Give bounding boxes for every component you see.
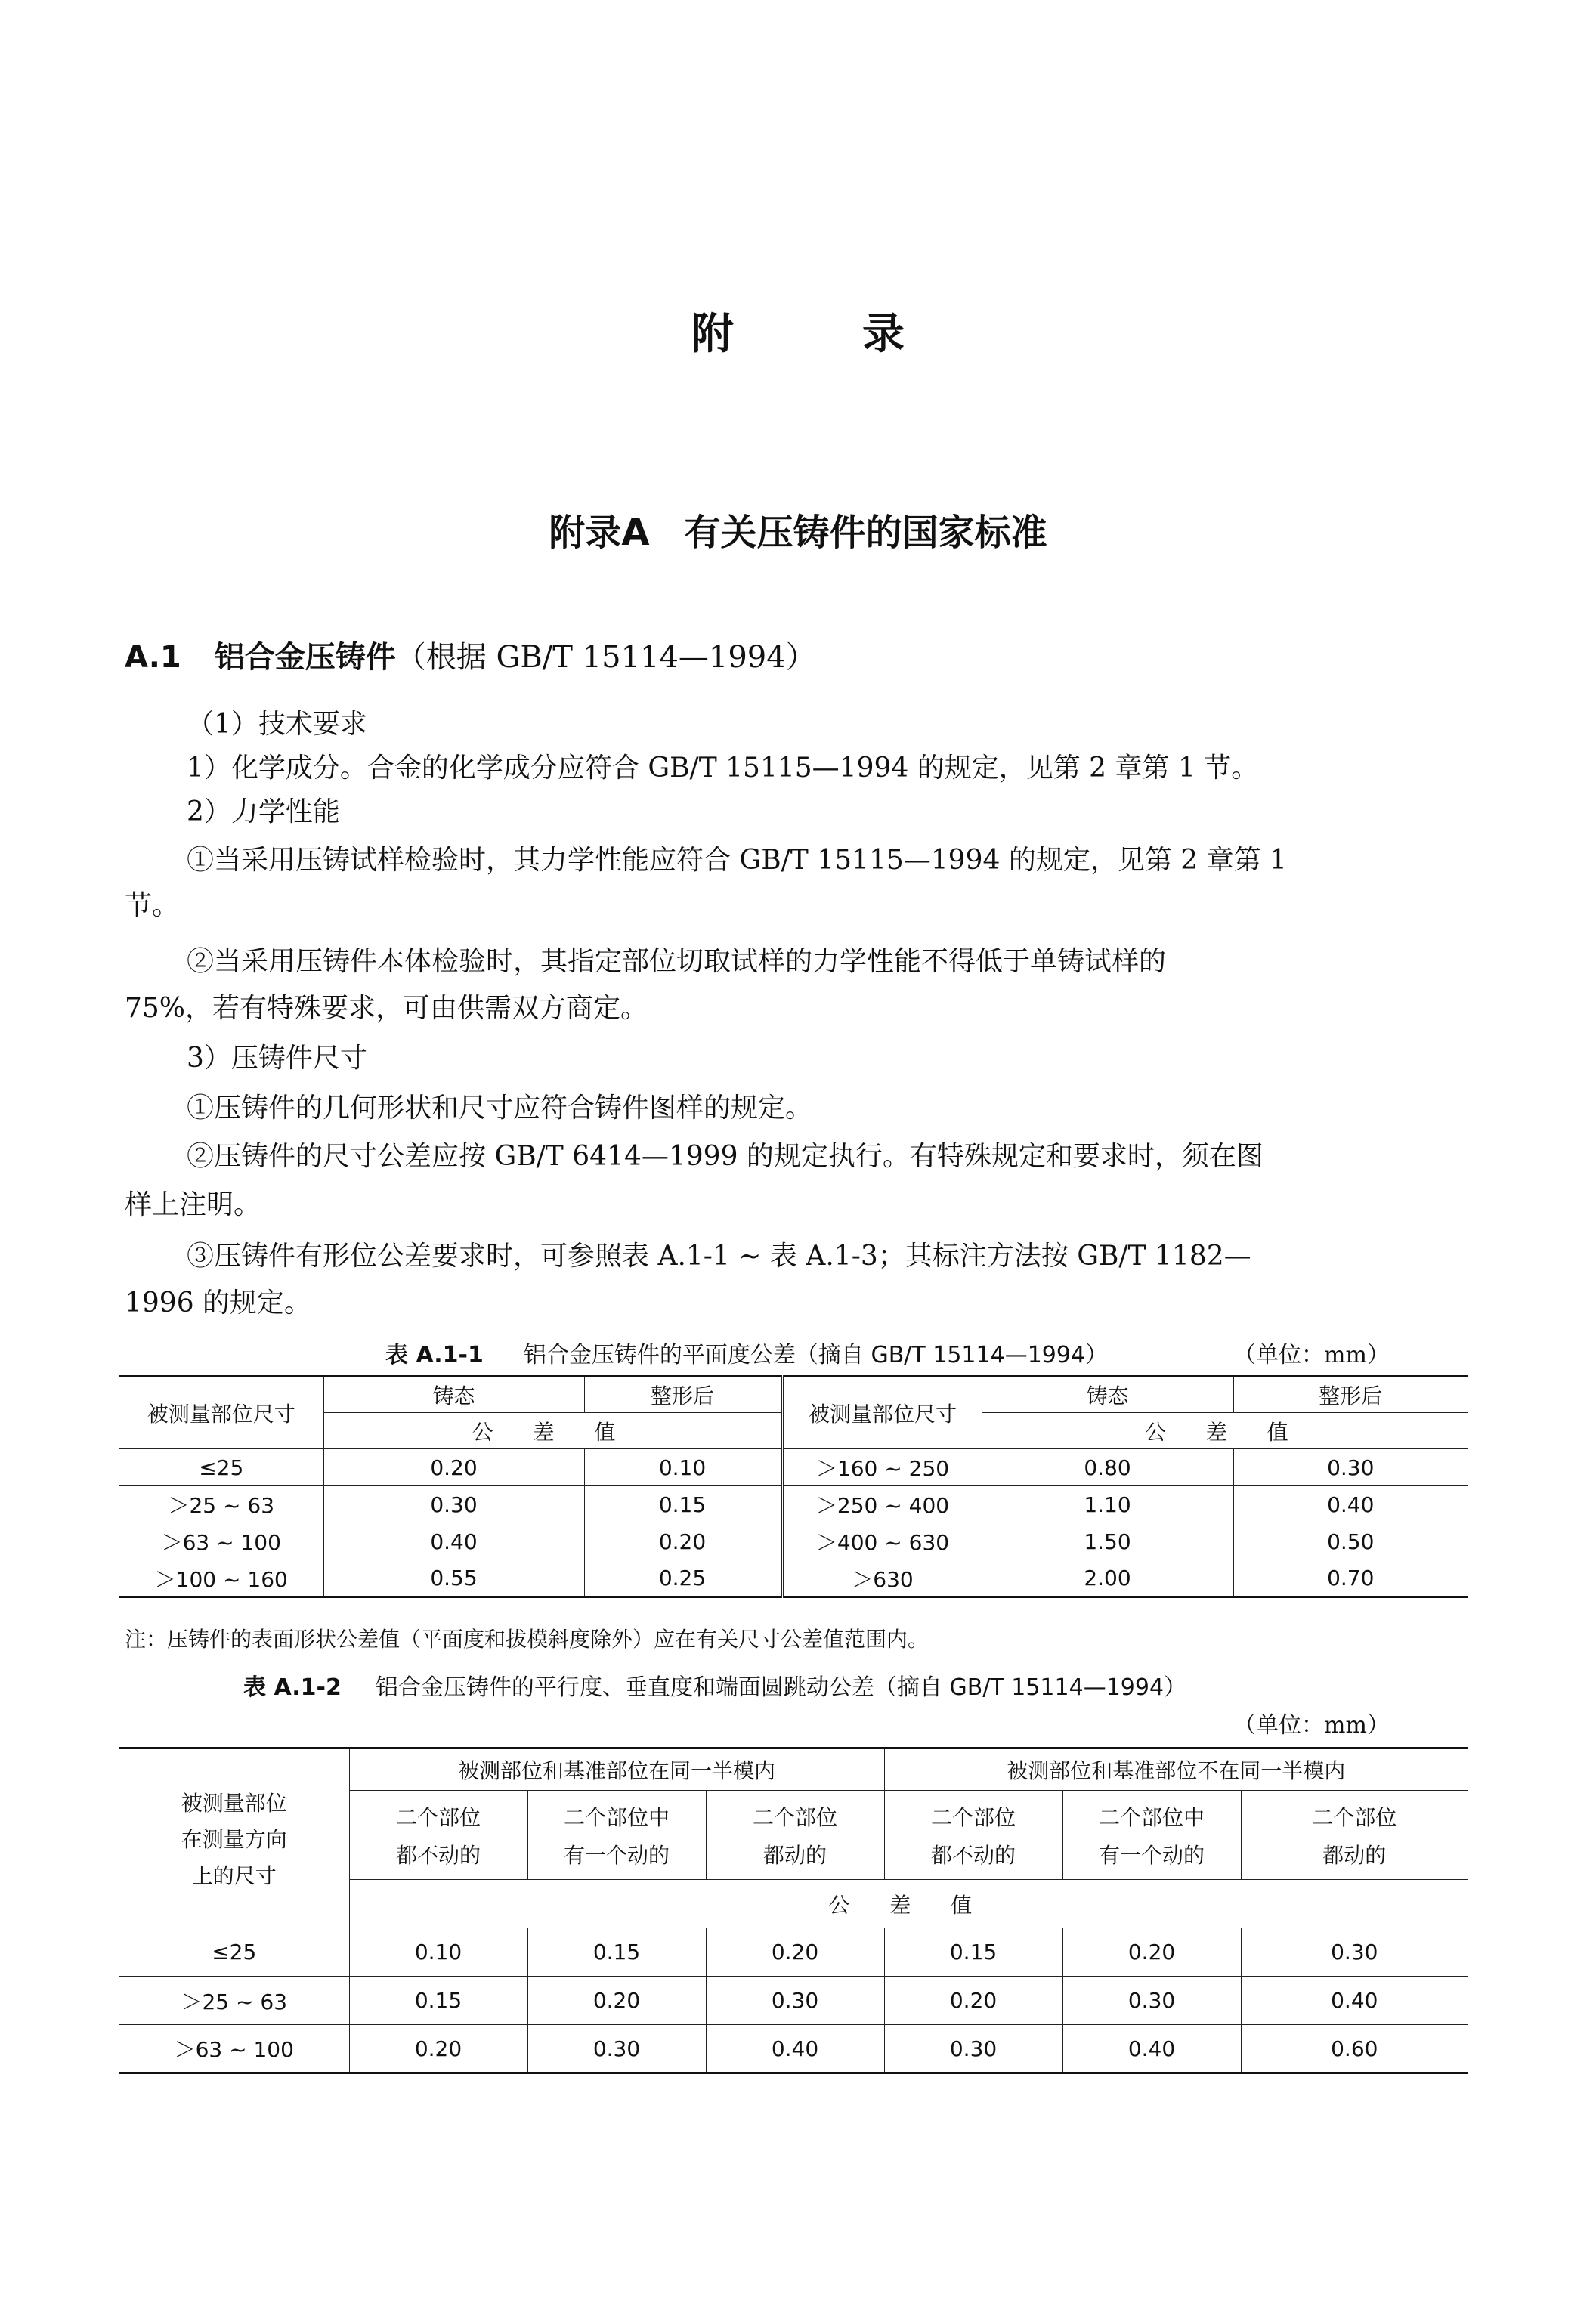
table2-header-size: 被测量部位 在测量方向 上的尺寸 [119, 1748, 349, 1928]
table-row [119, 2025, 1468, 2073]
table-row [119, 1560, 1468, 1597]
table-row [119, 1449, 1468, 1486]
paragraph-line: ③压铸件有形位公差要求时，可参照表 A.1-1 ~ 表 A.1-3；其标注方法按 GB/T 1182— [187, 1241, 1251, 1272]
table-cell: 0.30 [1233, 1449, 1468, 1486]
table1-header-trim-right: 整形后 [1233, 1377, 1468, 1413]
table-cell: 0.30 [706, 1977, 884, 2025]
table-cell: 0.70 [1233, 1560, 1468, 1597]
section-heading [125, 633, 816, 676]
table-cell: 0.40 [323, 1523, 584, 1560]
table-cell: ＞160 ~ 250 [782, 1449, 982, 1486]
table-cell: 0.20 [527, 1977, 706, 2025]
table-cell: 0.15 [527, 1928, 706, 1977]
table2-header-tolerance: 公 差 值 [349, 1880, 1468, 1928]
table-cell: ＞63 ~ 100 [119, 1523, 323, 1560]
appendix-heading [0, 503, 1596, 555]
table-cell: 0.30 [884, 2025, 1062, 2073]
table-cell: 0.10 [584, 1449, 782, 1486]
table-row [119, 1523, 1468, 1560]
table-cell: ＞25 ~ 63 [119, 1977, 349, 2025]
table1-header-cast-left: 铸态 [323, 1377, 584, 1413]
table2-subheader: 二个部位中 有一个动的 [1062, 1791, 1241, 1880]
paragraph-line: ①压铸件的几何形状和尺寸应符合铸件图样的规定。 [187, 1093, 813, 1124]
table-cell: 0.40 [706, 2025, 884, 2073]
table-cell: 0.20 [349, 2025, 527, 2073]
page-title: 附录 [691, 310, 1033, 359]
paragraph-line: ②当采用压铸件本体检验时，其指定部位切取试样的力学性能不得低于单铸试样的 [187, 946, 1167, 977]
paragraph-line: 2）力学性能 [187, 796, 340, 827]
section-source: （根据 GB/T 15114—1994） [395, 640, 816, 675]
table1-header-size-right: 被测量部位尺寸 [782, 1377, 982, 1449]
paragraph-line: ②压铸件的尺寸公差应按 GB/T 6414—1999 的规定执行。有特殊规定和要求时，须在图 [187, 1141, 1264, 1172]
table-cell: 0.15 [584, 1486, 782, 1523]
table2-group-same-half: 被测部位和基准部位在同一半模内 [349, 1748, 884, 1791]
table-cell: 0.30 [527, 2025, 706, 2073]
table-cell: ≤25 [119, 1928, 349, 1977]
table2-subheader: 二个部位 都不动的 [884, 1791, 1062, 1880]
table1-note: 注：压铸件的表面形状公差值（平面度和拔模斜度除外）应在有关尺寸公差值范围内。 [125, 1627, 929, 1652]
table2-title: 铝合金压铸件的平行度、垂直度和端面圆跳动公差（摘自 GB/T 15114—1994） [375, 1674, 1187, 1701]
table-cell: ＞100 ~ 160 [119, 1560, 323, 1597]
table1-header-trim-left: 整形后 [584, 1377, 782, 1413]
table-row [119, 1486, 1468, 1523]
table2-unit: （单位：mm） [1233, 1712, 1390, 1739]
table-cell: 0.40 [1233, 1486, 1468, 1523]
table2-subheader: 二个部位中 有一个动的 [527, 1791, 706, 1880]
table-cell: 0.50 [1233, 1523, 1468, 1560]
table-cell: 0.10 [349, 1928, 527, 1977]
appendix-label: 附录A [549, 512, 650, 554]
table1-header-size-left: 被测量部位尺寸 [119, 1377, 323, 1449]
table-cell: ＞630 [782, 1560, 982, 1597]
table-cell: 0.15 [349, 1977, 527, 2025]
table-cell: 0.30 [1241, 1928, 1468, 1977]
table-cell: 0.25 [584, 1560, 782, 1597]
appendix-title: 有关压铸件的国家标准 [684, 512, 1047, 554]
table2 [119, 1747, 1468, 2074]
table-cell: ≤25 [119, 1449, 323, 1486]
table2-subheader: 二个部位 都不动的 [349, 1791, 527, 1880]
table-cell: 0.20 [584, 1523, 782, 1560]
table1-caption [385, 1336, 1108, 1369]
table1-header-cast-right: 铸态 [982, 1377, 1233, 1413]
paragraph-line: 样上注明。 [125, 1189, 261, 1220]
table2-number: 表 A.1-2 [243, 1674, 342, 1701]
table-cell: 0.30 [1062, 1977, 1241, 2025]
table-cell: 0.20 [1062, 1928, 1241, 1977]
table-cell: 0.55 [323, 1560, 584, 1597]
table-row [119, 1928, 1468, 1977]
paragraph-line: ①当采用压铸试样检验时，其力学性能应符合 GB/T 15115—1994 的规定，见第 2 章第 1 [187, 845, 1287, 876]
table-cell: 0.40 [1241, 1977, 1468, 2025]
table1-header-tolerance-left: 公 差 值 [323, 1413, 782, 1449]
table-cell: 0.15 [884, 1928, 1062, 1977]
table-cell: ＞400 ~ 630 [782, 1523, 982, 1560]
table-cell: 0.30 [323, 1486, 584, 1523]
table-cell: ＞25 ~ 63 [119, 1486, 323, 1523]
table1-header-tolerance-right: 公 差 值 [982, 1413, 1468, 1449]
table2-group-diff-half: 被测部位和基准部位不在同一半模内 [884, 1748, 1468, 1791]
table1-number: 表 A.1-1 [385, 1342, 484, 1368]
paragraph-line: 1）化学成分。合金的化学成分应符合 GB/T 15115—1994 的规定，见第 2 章第 1 节。 [187, 753, 1259, 784]
table-cell: 1.10 [982, 1486, 1233, 1523]
table-cell: 0.20 [323, 1449, 584, 1486]
table2-subheader: 二个部位 都动的 [1241, 1791, 1468, 1880]
table-cell: ＞250 ~ 400 [782, 1486, 982, 1523]
table-row [119, 1977, 1468, 2025]
paragraph-line: 节。 [125, 890, 180, 921]
paragraph-line: 75%，若有特殊要求，可由供需双方商定。 [125, 993, 648, 1024]
table2-caption [243, 1668, 1186, 1702]
table-cell: 0.20 [706, 1928, 884, 1977]
table-cell: 0.40 [1062, 2025, 1241, 2073]
table-cell: 2.00 [982, 1560, 1233, 1597]
table-cell: ＞63 ~ 100 [119, 2025, 349, 2073]
section-number: A.1 [125, 640, 181, 675]
table1 [119, 1375, 1468, 1598]
table-cell: 0.20 [884, 1977, 1062, 2025]
paragraph-line: （1）技术要求 [187, 709, 367, 740]
table1-header-row [119, 1377, 1468, 1413]
paragraph-line: 1996 的规定。 [125, 1288, 312, 1319]
table1-title: 铝合金压铸件的平面度公差（摘自 GB/T 15114—1994） [523, 1342, 1109, 1368]
paragraph-line: 3）压铸件尺寸 [187, 1043, 367, 1074]
table-cell: 1.50 [982, 1523, 1233, 1560]
table2-header-row [119, 1748, 1468, 1791]
table1-unit: （单位：mm） [1233, 1342, 1390, 1368]
section-title: 铝合金压铸件 [214, 640, 396, 675]
table-cell: 0.60 [1241, 2025, 1468, 2073]
table-cell: 0.80 [982, 1449, 1233, 1486]
table2-subheader: 二个部位 都动的 [706, 1791, 884, 1880]
